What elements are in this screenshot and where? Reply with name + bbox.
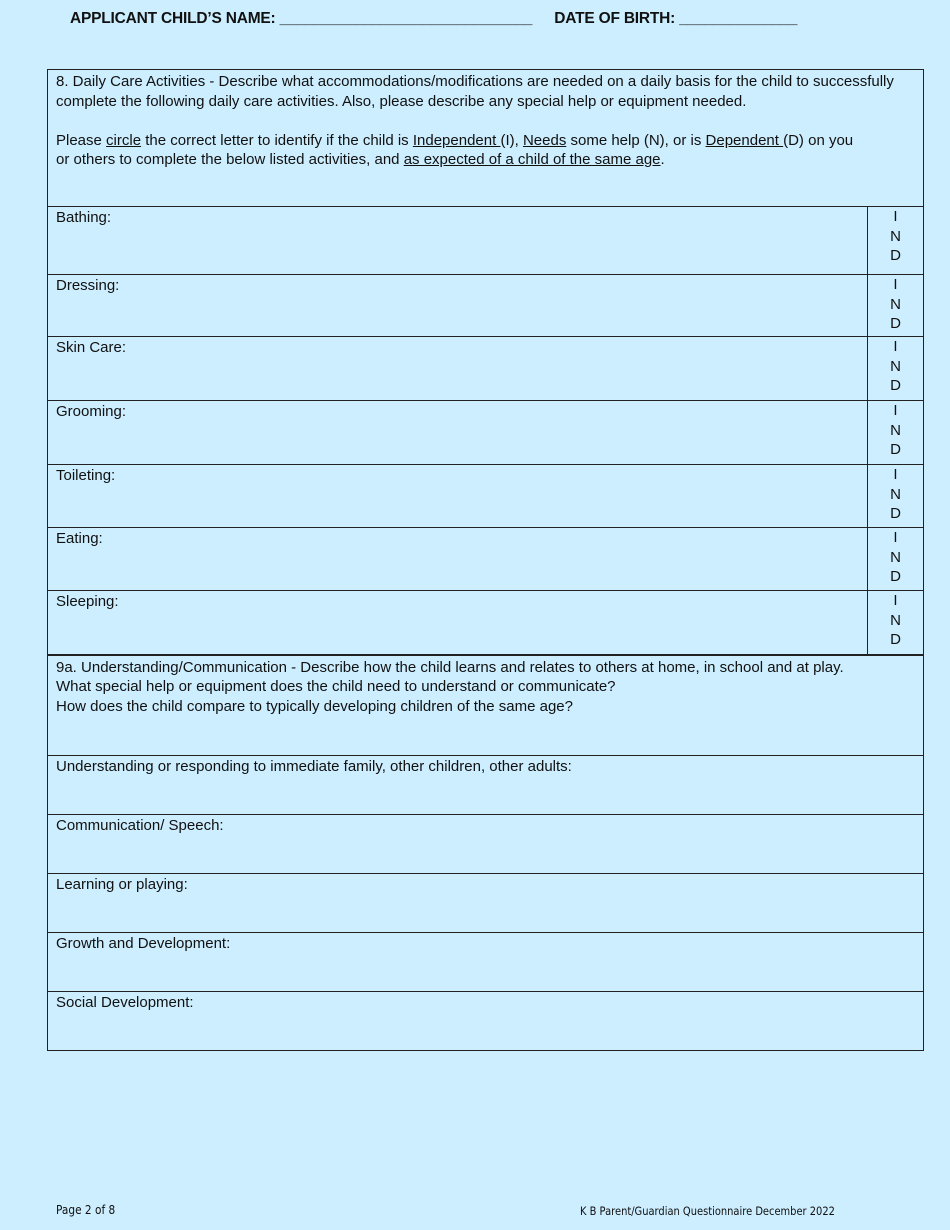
care-label-grooming[interactable]: Grooming: [48, 401, 868, 465]
care-row-bathing [48, 207, 924, 275]
comm-field-social[interactable]: Social Development: [48, 992, 924, 1051]
care-label-bathing[interactable]: Bathing: [48, 207, 868, 275]
option-dependent[interactable]: D [890, 247, 901, 264]
ind-selector [868, 275, 924, 337]
option-needs-help[interactable]: N [890, 227, 901, 245]
option-dependent[interactable]: D [890, 441, 901, 458]
section-8-age-note: or others to complete the below listed activities, and as expected of a child of the same age. [56, 151, 665, 168]
option-needs-help[interactable]: N [890, 421, 901, 439]
comm-row-growth [48, 933, 924, 992]
option-independent[interactable]: I [893, 276, 898, 293]
comm-field-growth[interactable]: Growth and Development: [48, 933, 924, 992]
ind-selector [868, 591, 924, 655]
option-independent[interactable]: I [893, 592, 898, 609]
section-9a-line-2: What special help or equipment does the child need to understand or communicate? [56, 678, 616, 695]
care-label-toileting[interactable]: Toileting: [48, 465, 868, 528]
section-8-circle-instructions: Please circle the correct letter to identify if the child is Independent (I), Needs some help (N), or is Dependent (D) on you [56, 131, 854, 149]
option-needs-help[interactable]: N [890, 357, 901, 375]
option-needs-help[interactable]: N [890, 295, 901, 313]
comm-row-communication [48, 815, 924, 874]
dob-field-label[interactable]: DATE OF BIRTH: ______________ [554, 10, 798, 27]
care-label-dressing[interactable]: Dressing: [48, 275, 868, 337]
child-name-field-label[interactable]: APPLICANT CHILD’S NAME: ______________________________ [70, 10, 533, 27]
comm-row-learning [48, 874, 924, 933]
option-independent[interactable]: I [893, 338, 898, 355]
ind-selector [868, 528, 924, 591]
section-9a-instructions [48, 655, 924, 756]
option-dependent[interactable]: D [890, 631, 901, 648]
section-9a-line-3: How does the child compare to typically developing children of the same age? [56, 697, 573, 715]
care-row-eating [48, 528, 924, 591]
questionnaire-table [47, 69, 924, 1051]
document-footer: K B Parent/Guardian Questionnaire December 2022 [580, 1204, 835, 1218]
option-dependent[interactable]: D [890, 377, 901, 394]
option-independent[interactable]: I [893, 529, 898, 546]
section-9a-line-1: 9a. Understanding/Communication - Describe how the child learns and relates to others at home, in school and at play. [56, 658, 844, 676]
ind-selector [868, 401, 924, 465]
care-row-grooming [48, 401, 924, 465]
ind-selector [868, 465, 924, 528]
care-label-sleeping[interactable]: Sleeping: [48, 591, 868, 655]
comm-field-communication[interactable]: Communication/ Speech: [48, 815, 924, 874]
care-row-sleeping [48, 591, 924, 655]
care-label-eating[interactable]: Eating: [48, 528, 868, 591]
option-needs-help[interactable]: N [890, 485, 901, 503]
section-9a-header-row [48, 655, 924, 756]
care-row-toileting [48, 465, 924, 528]
page-header [70, 10, 797, 28]
comm-row-understanding [48, 756, 924, 815]
comm-row-social [48, 992, 924, 1051]
option-independent[interactable]: I [893, 402, 898, 419]
comm-field-understanding[interactable]: Understanding or responding to immediate family, other children, other adults: [48, 756, 924, 815]
option-independent[interactable]: I [893, 208, 898, 225]
option-dependent[interactable]: D [890, 505, 901, 522]
option-dependent[interactable]: D [890, 568, 901, 585]
ind-selector [868, 207, 924, 275]
section-8-instructions [48, 70, 924, 207]
option-independent[interactable]: I [893, 466, 898, 483]
section-8-intro: 8. Daily Care Activities - Describe what accommodations/modifications are needed on a daily basis for the child to successfully complete the following daily care activities. Also, please describe any special help or equipment needed. [56, 73, 894, 110]
section-8-header-row [48, 70, 924, 207]
option-needs-help[interactable]: N [890, 611, 901, 629]
page-number: Page 2 of 8 [56, 1203, 116, 1217]
ind-selector [868, 337, 924, 401]
care-row-skin-care [48, 337, 924, 401]
option-needs-help[interactable]: N [890, 548, 901, 566]
comm-field-learning[interactable]: Learning or playing: [48, 874, 924, 933]
care-label-skin-care[interactable]: Skin Care: [48, 337, 868, 401]
option-dependent[interactable]: D [890, 315, 901, 332]
care-row-dressing [48, 275, 924, 337]
